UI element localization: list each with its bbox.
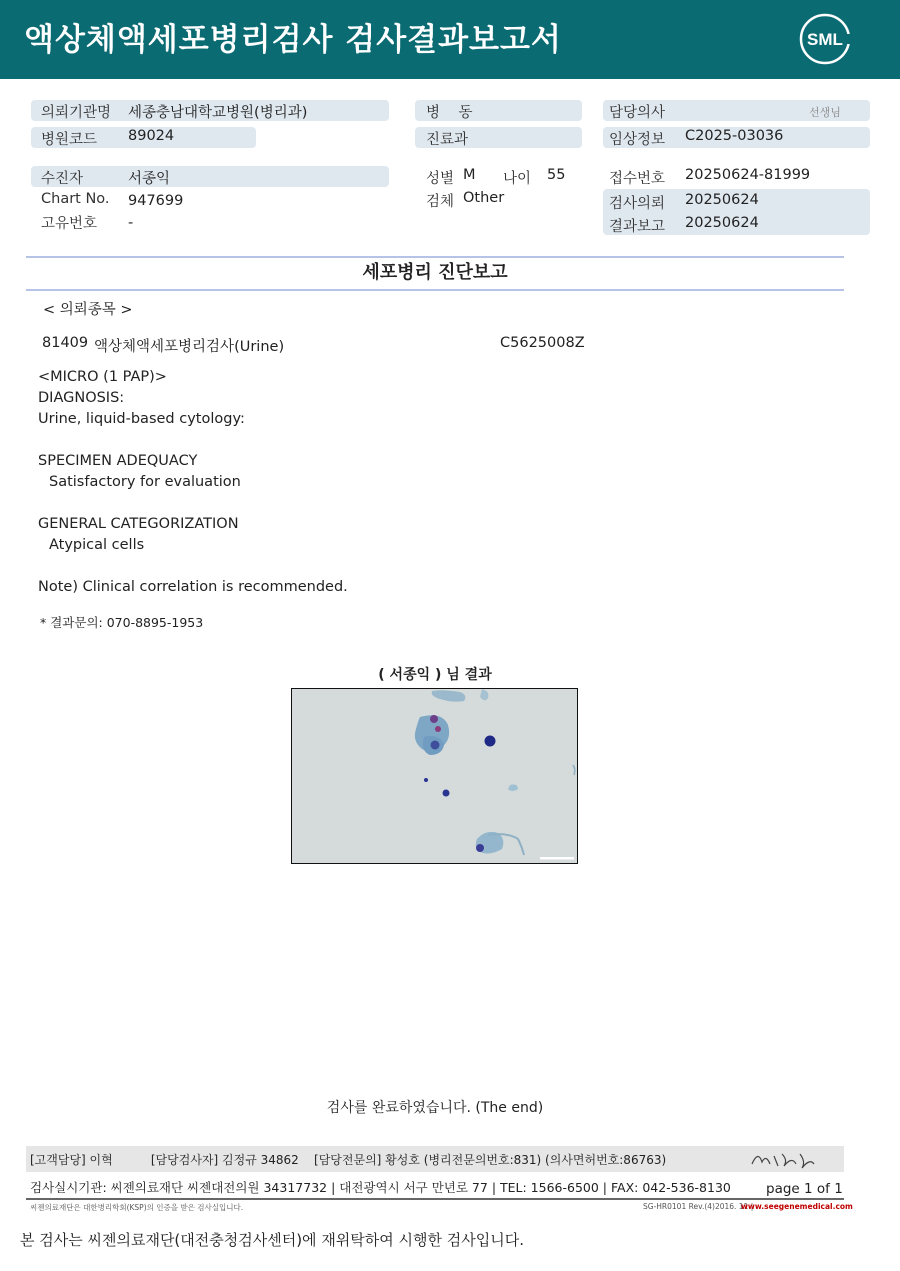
age-label: 나이 <box>503 171 532 187</box>
hospital-code-value: 89024 <box>128 128 175 144</box>
patient-value: 서종익 <box>128 171 171 187</box>
institution-value: 세종충남대학교병원(병리과) <box>128 105 308 121</box>
footer-rule <box>26 1198 844 1200</box>
item-code: 81409 <box>42 335 89 351</box>
form-code: SG-HR0101 Rev.(4)2016. 11 | <box>643 1202 754 1211</box>
logo-text: SML <box>807 30 843 49</box>
micro-line: <MICRO (1 PAP)> <box>38 369 167 385</box>
request-label: 검사의뢰 <box>609 196 666 212</box>
unique-value: - <box>128 215 134 231</box>
hospital-code-label: 병원코드 <box>41 132 98 148</box>
category-value: Atypical cells <box>49 537 145 553</box>
age-value: 55 <box>547 167 566 183</box>
adequacy-label: SPECIMEN ADEQUACY <box>38 453 198 469</box>
request-value: 20250624 <box>685 192 759 208</box>
report-section-title: 세포병리 진단보고 <box>362 262 508 283</box>
bottom-note: 본 검사는 씨젠의료재단(대전충청검사센터)에 재위탁하여 시행한 검사입니다. <box>20 1231 524 1249</box>
clinical-label: 임상정보 <box>609 132 666 148</box>
chart-label: Chart No. <box>41 191 110 207</box>
patient-band <box>31 166 389 187</box>
receipt-label: 접수번호 <box>609 171 666 187</box>
unique-label: 고유번호 <box>41 216 98 232</box>
title-rule-bottom <box>26 289 844 291</box>
diagnosis-label: DIAGNOSIS: <box>38 390 125 406</box>
doctor-suffix: 선생님 <box>809 106 841 119</box>
patient-label: 수진자 <box>41 171 84 187</box>
diagnosis-value: Urine, liquid-based cytology: <box>38 411 245 427</box>
cytology-image <box>291 688 578 864</box>
inquiry-line: * 결과문의: 070-8895-1953 <box>40 615 204 630</box>
result-value: 20250624 <box>685 215 759 231</box>
report-title-header: 액상체액세포병리검사 검사결과보고서 <box>24 22 562 58</box>
sex-value: M <box>463 167 476 183</box>
staff-line: [고객담당] 이혁 [담당검사자] 김정규 34862 [담당전문의] 황성호 (병리전문의번호:831) (의사면허번호:86763) <box>30 1153 667 1167</box>
institution-label: 의뢰기관명 <box>41 105 112 121</box>
footer-url[interactable]: www.seegenemedical.com <box>741 1202 853 1211</box>
request-items-header: < 의뢰종목 > <box>43 302 133 318</box>
item-ref: C5625008Z <box>500 335 585 351</box>
facility-line: 검사실시기관: 씨젠의료재단 씨젠대전의원 34317732 | 대전광역시 서구 만년로 77 | TEL: 1566-6500 | FAX: 042-536-8130 <box>30 1180 731 1195</box>
sml-logo <box>798 12 852 66</box>
result-label: 결과보고 <box>609 219 666 235</box>
image-caption: ( 서종익 ) 님 결과 <box>378 667 492 683</box>
category-label: GENERAL CATEGORIZATION <box>38 516 239 532</box>
clinical-value: C2025-03036 <box>685 128 784 144</box>
doctor-label: 담당의사 <box>609 105 666 121</box>
clinical-note: Note) Clinical correlation is recommended. <box>38 579 348 595</box>
page-number: page 1 of 1 <box>766 1181 843 1197</box>
sex-label: 성별 <box>426 171 455 187</box>
cytology-image-drawing <box>292 689 577 863</box>
end-text: 검사를 완료하였습니다. (The end) <box>326 1100 544 1116</box>
receipt-value: 20250624-81999 <box>685 167 811 183</box>
specimen-label: 검체 <box>426 194 455 210</box>
specimen-value: Other <box>463 190 505 206</box>
item-name: 액상체액세포병리검사(Urine) <box>94 339 285 355</box>
adequacy-value: Satisfactory for evaluation <box>49 474 241 490</box>
ward-label: 병 동 <box>426 105 473 121</box>
signature-image <box>748 1146 818 1172</box>
dept-label: 진료과 <box>426 132 469 148</box>
chart-value: 947699 <box>128 193 184 209</box>
ksp-note: 씨젠의료재단은 대한병리학회(KSP)의 인증을 받은 검사실입니다. <box>30 1203 244 1212</box>
